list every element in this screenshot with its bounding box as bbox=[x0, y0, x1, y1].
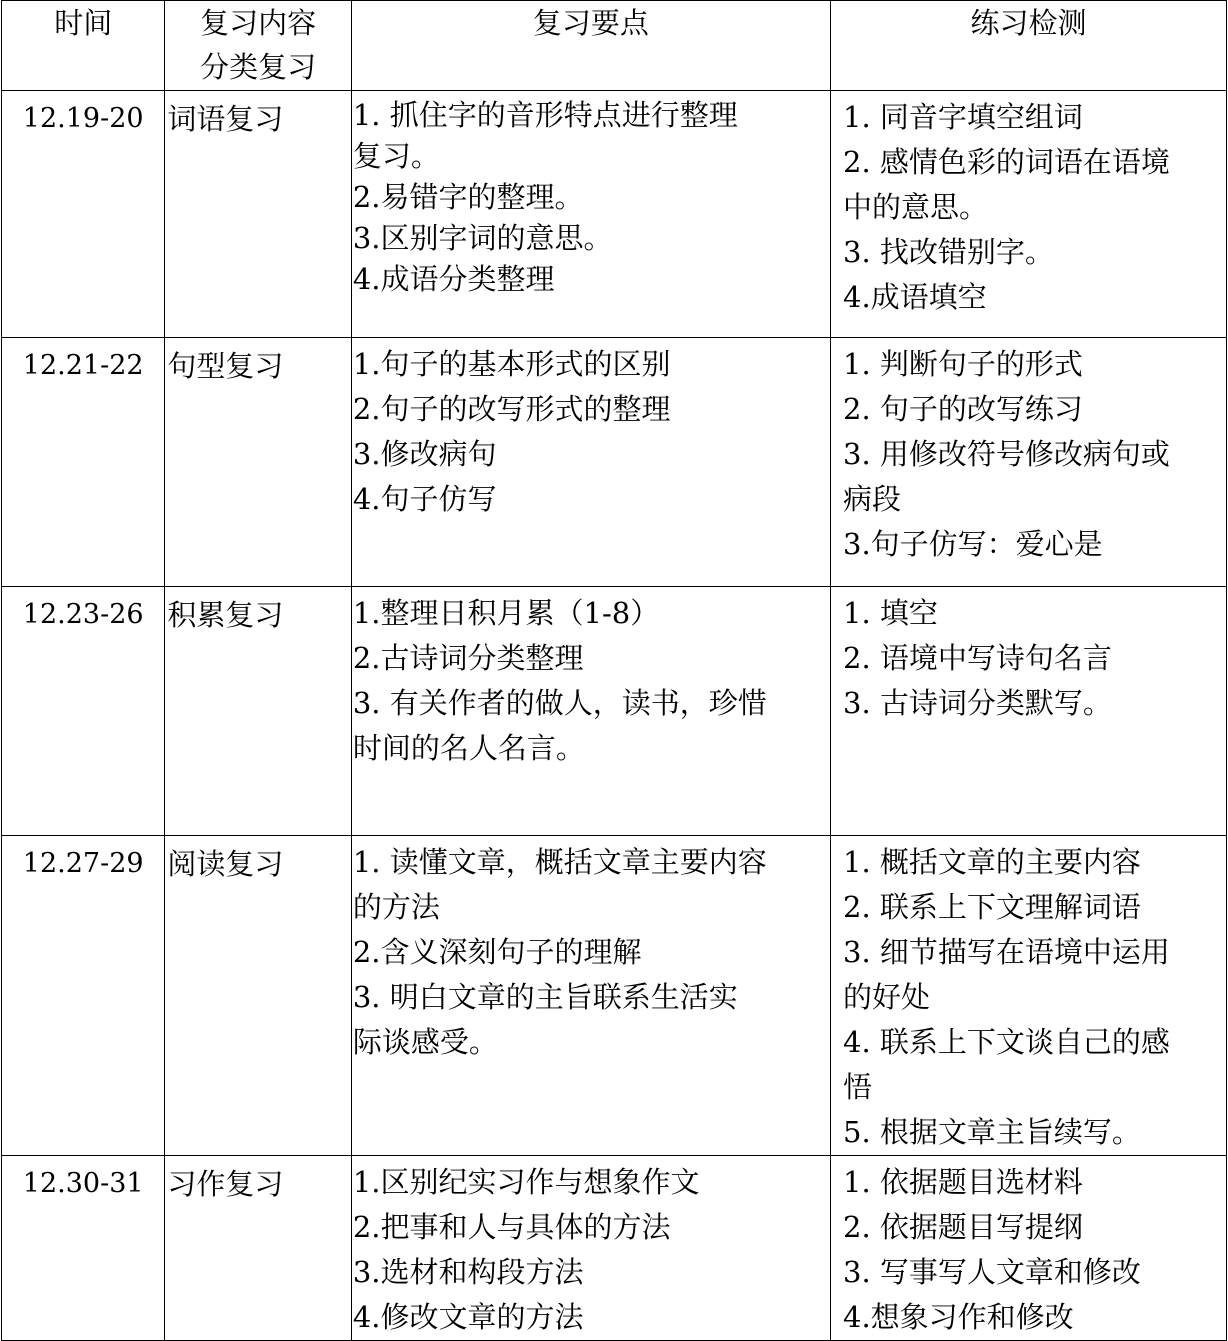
row-exercises: 1. 依据题目选材料 2. 依据题目写提纲 3. 写事写人文章和修改 4.想象习作和修改 bbox=[831, 1156, 1227, 1341]
row-date: 12.21-22 bbox=[2, 338, 165, 587]
row-category: 阅读复习 bbox=[165, 836, 351, 1156]
row-category: 习作复习 bbox=[165, 1156, 351, 1341]
row-date: 12.23-26 bbox=[2, 587, 165, 836]
review-plan-table bbox=[1, 0, 1227, 1341]
row-points: 1. 抓住字的音形特点进行整理 复习。 2.易错字的整理。 3.区别字词的意思。 4.成语分类整理 bbox=[351, 91, 830, 338]
row-exercises: 1. 概括文章的主要内容 2. 联系上下文理解词语 3. 细节描写在语境中运用 的好处 4. 联系上下文谈自己的感 悟 5. 根据文章主旨续写。 bbox=[831, 836, 1227, 1156]
header-category: 复习内容 分类复习 bbox=[165, 1, 351, 91]
row-points: 1.区别纪实习作与想象作文 2.把事和人与具体的方法 3.选材和构段方法 4.修改文章的方法 bbox=[351, 1156, 830, 1341]
row-exercises: 1. 判断句子的形式 2. 句子的改写练习 3. 用修改符号修改病句或 病段 3.句子仿写：爱心是 bbox=[831, 338, 1227, 587]
row-category: 词语复习 bbox=[165, 91, 351, 338]
table-row bbox=[2, 91, 1227, 338]
row-category: 积累复习 bbox=[165, 587, 351, 836]
table-header-row bbox=[2, 1, 1227, 91]
row-points: 1. 读懂文章，概括文章主要内容 的方法 2.含义深刻句子的理解 3. 明白文章的主旨联系生活实 际谈感受。 bbox=[351, 836, 830, 1156]
table-row bbox=[2, 587, 1227, 836]
table-row bbox=[2, 836, 1227, 1156]
row-date: 12.19-20 bbox=[2, 91, 165, 338]
header-time: 时间 bbox=[2, 1, 165, 91]
row-points: 1.整理日积月累（1-8） 2.古诗词分类整理 3. 有关作者的做人，读书，珍惜 时间的名人名言。 bbox=[351, 587, 830, 836]
table-row bbox=[2, 1156, 1227, 1341]
table-row bbox=[2, 338, 1227, 587]
row-points: 1.句子的基本形式的区别 2.句子的改写形式的整理 3.修改病句 4.句子仿写 bbox=[351, 338, 830, 587]
row-exercises: 1. 同音字填空组词 2. 感情色彩的词语在语境 中的意思。 3. 找改错别字。 4.成语填空 bbox=[831, 91, 1227, 338]
header-exercises: 练习检测 bbox=[831, 1, 1227, 91]
header-points: 复习要点 bbox=[351, 1, 830, 91]
row-exercises: 1. 填空 2. 语境中写诗句名言 3. 古诗词分类默写。 bbox=[831, 587, 1227, 836]
row-date: 12.30-31 bbox=[2, 1156, 165, 1341]
row-category: 句型复习 bbox=[165, 338, 351, 587]
row-date: 12.27-29 bbox=[2, 836, 165, 1156]
